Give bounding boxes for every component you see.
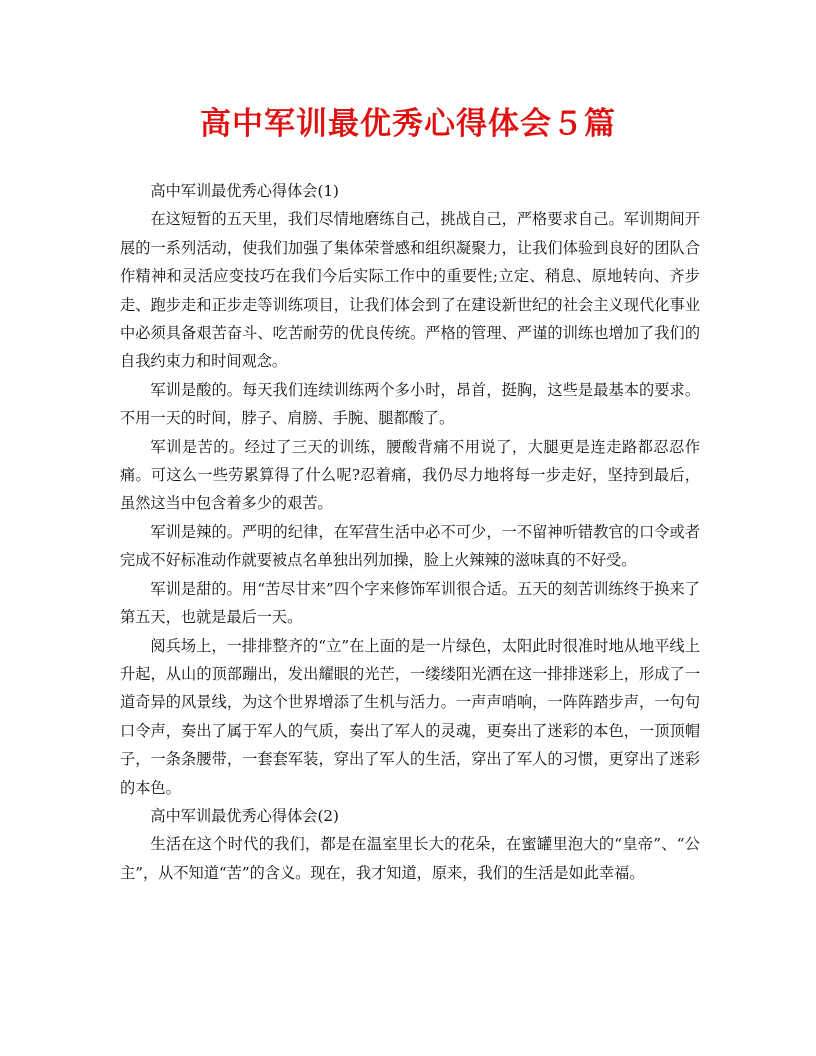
document-body bbox=[120, 177, 700, 887]
section-heading: 高中军训最优秀心得体会(2) bbox=[150, 806, 339, 825]
paragraph: 军训是酸的。每天我们连续训练两个多小时，昂首，挺胸，这些是最基本的要求。不用一天的时间，脖子、肩膀、手腕、腿都酸了。 bbox=[120, 380, 700, 428]
paragraph: 军训是苦的。经过了三天的训练，腰酸背痛不用说了，大腿更是连走路都忍忍作痛。可这么一些劳累算得了什么呢?忍着痛，我仍尽力地将每一步走好，坚持到最后，虽然这当中包含着多少的艰苦。 bbox=[120, 437, 700, 513]
paragraph: 阅兵场上，一排排整齐的“立”在上面的是一片绿色，太阳此时很准时地从地平线上升起，从山的顶部蹦出，发出耀眼的光芒，一缕缕阳光洒在这一排排迷彩上，形成了一道奇异的风景线，为这个世界增添了生机与活力。一声声哨响，一阵阵踏步声，一句句口令声，奏出了属于军人的气质，奏出了军人的灵魂，更奏出了迷彩的本色，一顶顶帽子，一条条腰带，一套套军装，穿出了军人的生活，穿出了军人的习惯，更穿出了迷彩的本色。 bbox=[120, 636, 700, 797]
paragraph: 军训是甜的。用“苦尽甘来”四个字来修饰军训很合适。五天的刻苦训练终于换来了第五天，也就是最后一天。 bbox=[120, 579, 700, 627]
paragraph: 在这短暂的五天里，我们尽情地磨练自己，挑战自己，严格要求自己。军训期间开展的一系列活动，使我们加强了集体荣誉感和组织凝聚力，让我们体验到良好的团队合作精神和灵活应变技巧在我们今后实际工作中的重要性;立定、稍息、原地转向、齐步走、跑步走和正步走等训练项目，让我们体会到了在建设新世纪的社会主义现代化事业中必须具备艰苦奋斗、吃苦耐劳的优良传统。严格的管理、严谨的训练也增加了我们的自我约束力和时间观念。 bbox=[120, 210, 700, 371]
paragraph: 军训是辣的。严明的纪律，在军营生活中必不可少，一不留神听错教官的口令或者完成不好标准动作就要被点名单独出列加操，脸上火辣辣的滋味真的不好受。 bbox=[120, 522, 700, 570]
section-heading: 高中军训最优秀心得体会(1) bbox=[150, 182, 339, 200]
document-title: 高中军训最优秀心得体会５篇 bbox=[200, 106, 616, 142]
paragraph: 生活在这个时代的我们，都是在温室里长大的花朵，在蜜罐里泡大的“皇帝”、“公主”，从不知道“苦”的含义。现在，我才知道，原来，我们的生活是如此幸福。 bbox=[120, 835, 700, 882]
